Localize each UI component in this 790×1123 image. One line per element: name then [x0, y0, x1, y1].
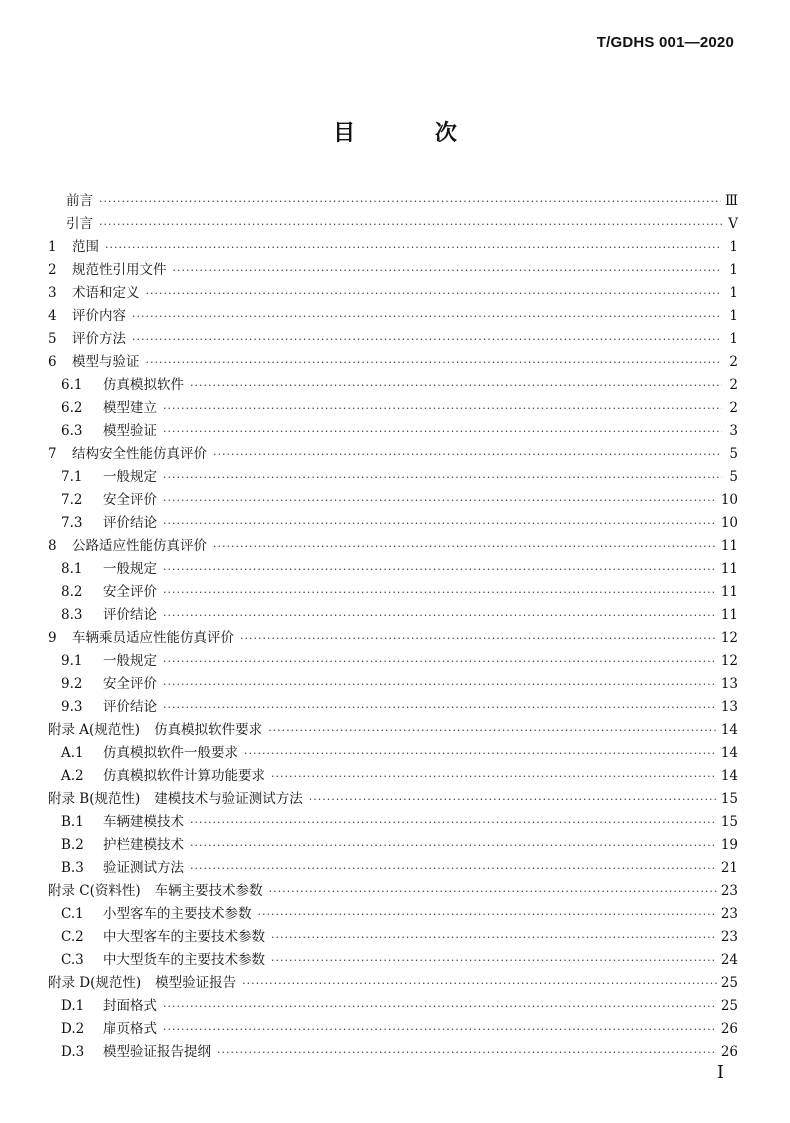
toc-entry-number: D.3 [61, 1044, 85, 1060]
toc-entry-number: 7.2 [61, 492, 83, 508]
toc-entry-page: 23 [720, 929, 738, 945]
toc-entry[interactable] [48, 397, 738, 420]
toc-entry[interactable] [48, 903, 738, 926]
toc-entry-number: 1 [48, 239, 57, 255]
toc-entry[interactable] [48, 719, 738, 742]
toc-entry-number: B.3 [61, 860, 84, 876]
toc-entry-page: 15 [720, 791, 738, 807]
toc-entry[interactable] [48, 259, 738, 282]
toc-entry-page: 13 [720, 699, 738, 715]
toc-entry-title: 中大型货车的主要技术参数 [103, 952, 265, 968]
toc-leader-dots [105, 236, 722, 259]
toc-entry-title: 车辆乘员适应性能仿真评价 [72, 630, 234, 646]
toc-leader-dots [163, 995, 717, 1018]
toc-leader-dots [309, 788, 717, 811]
toc-entry-number: 6.3 [61, 423, 83, 439]
toc-entry-title: 一般规定 [103, 469, 157, 485]
toc-entry-title: 引言 [66, 216, 93, 232]
toc-leader-dots [240, 627, 717, 650]
toc-leader-dots [163, 696, 717, 719]
toc-entry[interactable] [48, 466, 738, 489]
toc-leader-dots [271, 765, 717, 788]
toc-entry-number: 5 [48, 331, 57, 347]
toc-leader-dots [163, 558, 717, 581]
toc-leader-dots [271, 949, 717, 972]
toc-entry-number: 3 [48, 285, 57, 301]
toc-entry[interactable] [48, 857, 738, 880]
toc-entry-page: 3 [729, 423, 738, 439]
toc-entry-title: 模型验证 [103, 423, 157, 439]
toc-entry-title: 一般规定 [103, 561, 157, 577]
toc-entry-number: 8.1 [61, 561, 83, 577]
toc-entry-title: 规范性引用文件 [72, 262, 167, 278]
toc-leader-dots [99, 190, 721, 213]
toc-entry[interactable] [48, 1041, 738, 1064]
toc-entry[interactable] [48, 834, 738, 857]
toc-leader-dots [163, 512, 717, 535]
toc-entry-page: 1 [729, 308, 738, 324]
toc-entry-title: 仿真模拟软件 [103, 377, 184, 393]
toc-entry[interactable] [48, 420, 738, 443]
toc-entry-page: 13 [720, 676, 738, 692]
toc-entry-page: 5 [729, 446, 738, 462]
toc-entry-page: 26 [720, 1021, 738, 1037]
toc-entry-page: 26 [720, 1044, 738, 1060]
toc-entry-title: 建模技术与验证测试方法 [154, 791, 303, 807]
toc-entry-page: 23 [720, 906, 738, 922]
toc-entry-number: C.3 [61, 952, 84, 968]
toc-leader-dots [242, 972, 717, 995]
toc-entry-number: 7 [48, 446, 57, 462]
toc-entry-page: 2 [729, 377, 738, 393]
toc-entry-page: 14 [720, 745, 738, 761]
toc-entry-page: 1 [729, 331, 738, 347]
toc-entry-page: 5 [729, 469, 738, 485]
toc-entry[interactable] [48, 696, 738, 719]
toc-leader-dots [269, 880, 717, 903]
toc-entry-page: 2 [729, 354, 738, 370]
toc-entry[interactable] [48, 604, 738, 627]
toc-entry-page: 21 [720, 860, 738, 876]
toc-entry-title: 中大型客车的主要技术参数 [103, 929, 265, 945]
toc-leader-dots [146, 351, 723, 374]
toc-entry[interactable] [48, 742, 738, 765]
toc-entry-number: 2 [48, 262, 57, 278]
toc-leader-dots [163, 604, 717, 627]
toc-entry[interactable] [48, 489, 738, 512]
toc-entry-page: 12 [720, 630, 738, 646]
toc-entry-page: 24 [720, 952, 738, 968]
toc-entry[interactable] [48, 650, 738, 673]
page-folio: I [716, 1062, 724, 1083]
toc-leader-dots [190, 811, 717, 834]
toc-entry-title: 安全评价 [103, 584, 157, 600]
toc-entry-title: 封面格式 [103, 998, 157, 1014]
toc-entry-title: 模型与验证 [72, 354, 140, 370]
toc-leader-dots [163, 420, 722, 443]
toc-entry-page: 1 [729, 285, 738, 301]
toc-leader-dots [163, 1018, 717, 1041]
toc-entry-number: 7.3 [61, 515, 83, 531]
toc-entry-page: 2 [729, 400, 738, 416]
toc-entry-title: 安全评价 [103, 676, 157, 692]
toc-entry-title: 结构安全性能仿真评价 [72, 446, 207, 462]
toc-entry-number: 附录 C(资料性) [48, 883, 141, 899]
toc-entry[interactable] [48, 328, 738, 351]
toc-entry[interactable] [48, 512, 738, 535]
toc-entry-page: 23 [720, 883, 738, 899]
toc-entry[interactable] [48, 811, 738, 834]
toc-entry-number: 9.1 [61, 653, 83, 669]
toc-leader-dots [190, 834, 717, 857]
toc-entry[interactable] [48, 765, 738, 788]
toc-entry-page: 11 [720, 584, 738, 600]
toc-entry-page: 1 [729, 262, 738, 278]
toc-entry[interactable] [48, 213, 738, 236]
toc-entry-number: 6 [48, 354, 57, 370]
toc-entry[interactable] [48, 535, 738, 558]
toc-leader-dots [146, 282, 723, 305]
toc-entry[interactable] [48, 190, 738, 213]
toc-entry-number: C.2 [61, 929, 84, 945]
toc-entry-title: 仿真模拟软件要求 [154, 722, 263, 738]
toc-entry-page: 19 [720, 837, 738, 853]
toc-entry[interactable] [48, 949, 738, 972]
toc-entry[interactable] [48, 351, 738, 374]
toc-entry-title: 模型建立 [103, 400, 157, 416]
toc-leader-dots [163, 581, 717, 604]
toc-entry-page: Ⅲ [724, 193, 738, 209]
toc-entry[interactable] [48, 880, 738, 903]
toc-entry[interactable] [48, 926, 738, 949]
toc-entry-number: 8.3 [61, 607, 83, 623]
toc-entry-number: 8 [48, 538, 57, 554]
toc-entry-title: 公路适应性能仿真评价 [72, 538, 207, 554]
toc-leader-dots [99, 213, 722, 236]
toc-entry[interactable] [48, 581, 738, 604]
toc-entry-page: 10 [720, 492, 738, 508]
toc-leader-dots [132, 328, 722, 351]
toc-entry-number: C.1 [61, 906, 84, 922]
toc-entry-page: 25 [720, 975, 738, 991]
toc-entry-title: 车辆主要技术参数 [154, 883, 263, 899]
toc-entry-title: 仿真模拟软件计算功能要求 [103, 768, 265, 784]
toc-entry-title: 评价结论 [103, 607, 157, 623]
toc-entry[interactable] [48, 558, 738, 581]
toc-entry-number: 附录 B(规范性) [48, 791, 141, 807]
toc-leader-dots [268, 719, 717, 742]
toc-leader-dots [163, 489, 717, 512]
toc-entry-title: 安全评价 [103, 492, 157, 508]
toc-leader-dots [213, 535, 717, 558]
toc-entry-page: 14 [720, 768, 738, 784]
toc-leader-dots [190, 374, 722, 397]
toc-entry[interactable] [48, 972, 738, 995]
toc-entry-page: 11 [720, 561, 738, 577]
toc-entry-title: 仿真模拟软件一般要求 [103, 745, 238, 761]
toc-entry-title: 模型验证报告提纲 [103, 1044, 211, 1060]
toc-entry[interactable] [48, 443, 738, 466]
toc-leader-dots [271, 926, 717, 949]
toc-entry-title: 术语和定义 [72, 285, 140, 301]
toc-entry-title: 验证测试方法 [103, 860, 184, 876]
toc-entry-page: 11 [720, 538, 738, 554]
toc-entry-title: 前言 [66, 193, 93, 209]
toc-entry-number: 7.1 [61, 469, 83, 485]
toc-entry[interactable] [48, 627, 738, 650]
toc-leader-dots [163, 650, 717, 673]
toc-leader-dots [163, 466, 722, 489]
toc-leader-dots [173, 259, 723, 282]
toc-entry-title: 扉页格式 [103, 1021, 157, 1037]
toc-entry-title: 评价结论 [103, 699, 157, 715]
toc-entry-number: B.2 [61, 837, 84, 853]
toc-entry[interactable] [48, 788, 738, 811]
toc-entry[interactable] [48, 374, 738, 397]
toc-entry[interactable] [48, 1018, 738, 1041]
toc-entry-number: 4 [48, 308, 57, 324]
toc-entry-number: 附录 A(规范性) [48, 722, 141, 738]
document-code: T/GDHS 001—2020 [596, 34, 734, 51]
toc-entry-title: 范围 [72, 239, 99, 255]
toc-leader-dots [132, 305, 722, 328]
toc-entry-page: Ⅴ [728, 216, 738, 232]
table-of-contents [48, 190, 738, 1064]
toc-entry-number: A.2 [61, 768, 84, 784]
toc-entry[interactable] [48, 305, 738, 328]
toc-entry-number: 附录 D(规范性) [48, 975, 142, 991]
toc-entry-title: 一般规定 [103, 653, 157, 669]
toc-entry-title: 评价结论 [103, 515, 157, 531]
toc-entry-page: 11 [720, 607, 738, 623]
toc-entry[interactable] [48, 282, 738, 305]
toc-entry-number: 6.1 [61, 377, 83, 393]
toc-entry-title: 评价方法 [72, 331, 126, 347]
toc-entry[interactable] [48, 236, 738, 259]
toc-entry-number: 8.2 [61, 584, 83, 600]
toc-leader-dots [213, 443, 722, 466]
toc-entry-title: 模型验证报告 [155, 975, 237, 991]
toc-entry-title: 小型客车的主要技术参数 [103, 906, 252, 922]
toc-entry-number: 9.3 [61, 699, 83, 715]
toc-entry-page: 14 [720, 722, 738, 738]
toc-entry-page: 1 [729, 239, 738, 255]
toc-entry-title: 评价内容 [72, 308, 126, 324]
toc-entry-number: 6.2 [61, 400, 83, 416]
toc-leader-dots [217, 1041, 717, 1064]
toc-entry-page: 15 [720, 814, 738, 830]
toc-entry-title: 车辆建模技术 [103, 814, 184, 830]
toc-entry-number: D.2 [61, 1021, 85, 1037]
toc-entry-page: 10 [720, 515, 738, 531]
toc-leader-dots [190, 857, 717, 880]
toc-entry-number: A.1 [61, 745, 84, 761]
toc-entry[interactable] [48, 995, 738, 1018]
toc-entry-title: 护栏建模技术 [103, 837, 184, 853]
toc-entry[interactable] [48, 673, 738, 696]
toc-leader-dots [244, 742, 717, 765]
toc-entry-page: 12 [720, 653, 738, 669]
toc-entry-number: D.1 [61, 998, 85, 1014]
toc-entry-number: 9 [48, 630, 57, 646]
toc-entry-page: 25 [720, 998, 738, 1014]
toc-entry-number: B.1 [61, 814, 84, 830]
toc-leader-dots [258, 903, 717, 926]
toc-leader-dots [163, 397, 722, 420]
page-title: 目 次 [333, 121, 493, 146]
toc-leader-dots [163, 673, 717, 696]
toc-entry-number: 9.2 [61, 676, 83, 692]
